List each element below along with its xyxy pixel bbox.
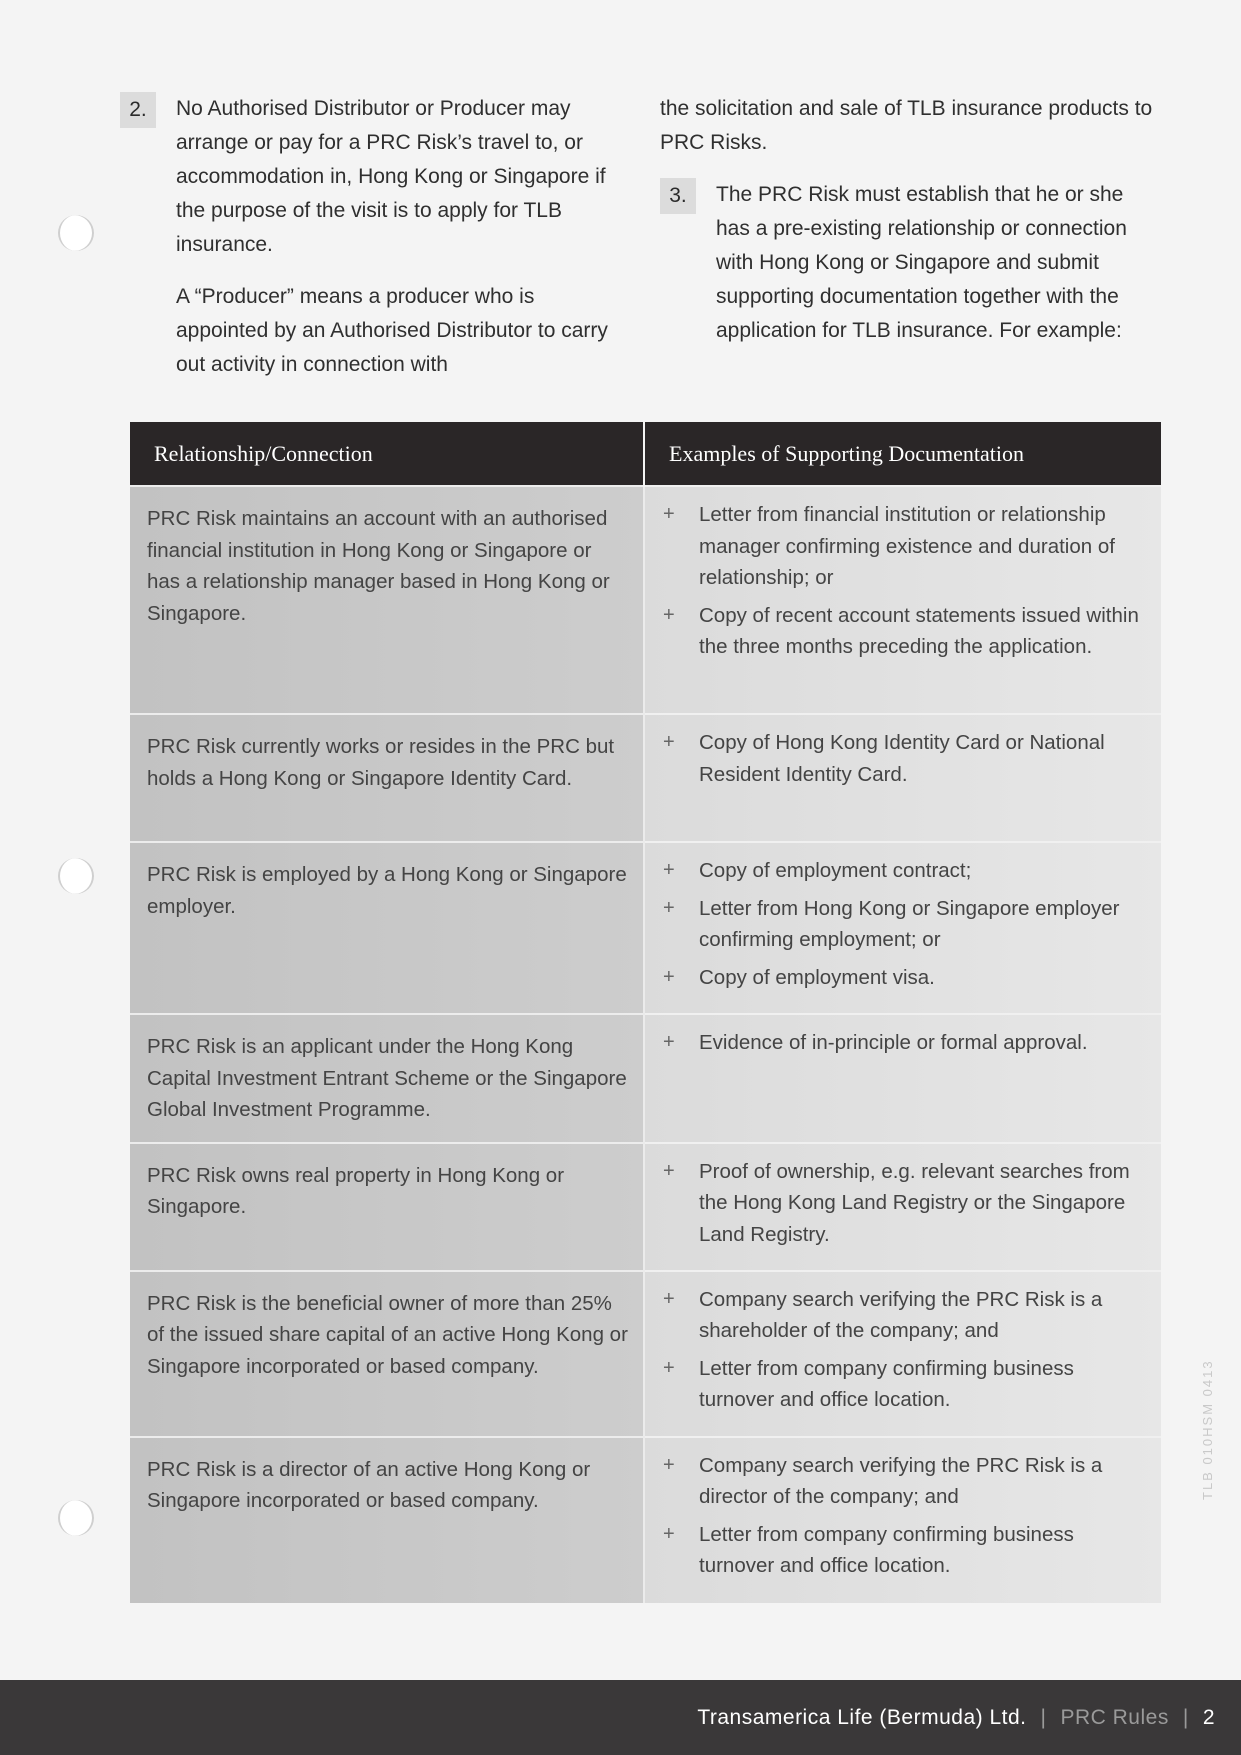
relationship-cell: PRC Risk is the beneficial owner of more than 25% of the issued share capital of an active Hong Kong or Singapore incorporated or based company. (130, 1271, 644, 1437)
example-text: Company search verifying the PRC Risk is a shareholder of the company; and (699, 1287, 1103, 1342)
example-text: Letter from Hong Kong or Singapore employer confirming employment; or (699, 896, 1120, 951)
table-header-row (130, 422, 1161, 486)
example-item (663, 1519, 1147, 1582)
binder-hole (58, 1500, 94, 1536)
plus-bullet-icon: + (663, 1159, 675, 1182)
plus-bullet-icon: + (663, 603, 675, 626)
item-text: The PRC Risk must establish that he or she has a pre-existing relationship or connection with Hong Kong or Singapore and submit supporting documentation together with the application for TLB insurance. For example: (716, 183, 1127, 342)
example-item (663, 855, 1147, 887)
plus-bullet-icon: + (663, 1031, 675, 1053)
item-number: 2. (120, 92, 156, 128)
table-row (130, 842, 1161, 1014)
example-text: Letter from company confirming business turnover and office location. (699, 1356, 1074, 1411)
examples-cell (644, 486, 1161, 714)
producer-definition-continued: the solicitation and sale of TLB insurance products to PRC Risks. (660, 97, 1153, 154)
examples-cell (644, 1437, 1161, 1603)
example-item (663, 962, 1147, 994)
plus-bullet-icon: + (663, 731, 675, 753)
example-item (663, 600, 1147, 663)
plus-bullet-icon: + (663, 503, 675, 525)
page-number: 2 (1202, 1705, 1215, 1729)
example-text: Evidence of in-principle or formal approval. (699, 1031, 1088, 1054)
page-footer (0, 1680, 1241, 1755)
rule-item-3 (660, 178, 1160, 348)
rule-item-2 (120, 92, 620, 262)
relationship-cell: PRC Risk owns real property in Hong Kong or Singapore. (130, 1143, 644, 1271)
example-item (663, 1027, 1147, 1059)
example-item (663, 893, 1147, 956)
table-row (130, 1014, 1161, 1143)
table-row (130, 1143, 1161, 1271)
intro-left-column (120, 92, 620, 382)
examples-cell (644, 1143, 1161, 1271)
column-header: Examples of Supporting Documentation (644, 422, 1161, 486)
documentation-table-container (130, 422, 1161, 1603)
examples-cell (644, 1014, 1161, 1143)
example-item (663, 1353, 1147, 1416)
footer-separator: | (1182, 1705, 1189, 1729)
plus-bullet-icon: + (663, 1453, 675, 1476)
footer-section: PRC Rules (1060, 1705, 1169, 1729)
example-text: Letter from financial institution or relationship manager confirming existence and duration of relationship; or (699, 503, 1115, 589)
plus-bullet-icon: + (663, 965, 675, 988)
plus-bullet-icon: + (663, 1287, 675, 1310)
relationship-cell: PRC Risk is an applicant under the Hong Kong Capital Investment Entrant Scheme or the Singapore Global Investment Programme. (130, 1014, 644, 1143)
item-text: No Authorised Distributor or Producer may arrange or pay for a PRC Risk’s travel to, or accommodation in, Hong Kong or Singapore if the purpose of the visit is to apply for TLB insurance. (176, 97, 606, 256)
examples-cell (644, 842, 1161, 1014)
example-text: Proof of ownership, e.g. relevant searches from the Hong Kong Land Registry or the Singapore Land Registry. (699, 1159, 1130, 1246)
relationship-cell: PRC Risk currently works or resides in the PRC but holds a Hong Kong or Singapore Identity Card. (130, 714, 644, 842)
footer-separator: | (1040, 1705, 1047, 1729)
table-row (130, 486, 1161, 714)
column-header: Relationship/Connection (130, 422, 644, 486)
example-item (663, 499, 1147, 594)
binder-hole (58, 858, 94, 894)
documentation-table (130, 422, 1161, 1603)
examples-cell (644, 1271, 1161, 1437)
relationship-cell: PRC Risk is employed by a Hong Kong or Singapore employer. (130, 842, 644, 1014)
footer-company: Transamerica Life (Bermuda) Ltd. (697, 1705, 1027, 1729)
plus-bullet-icon: + (663, 896, 675, 919)
example-text: Company search verifying the PRC Risk is a director of the company; and (699, 1453, 1103, 1508)
plus-bullet-icon: + (663, 1356, 675, 1379)
table-body (130, 486, 1161, 1603)
relationship-cell: PRC Risk is a director of an active Hong Kong or Singapore incorporated or based company. (130, 1437, 644, 1603)
document-code: TLB 010HSM 0413 (1200, 1359, 1215, 1500)
plus-bullet-icon: + (663, 1522, 675, 1545)
example-item (663, 727, 1147, 790)
example-text: Copy of employment visa. (699, 965, 935, 989)
relationship-cell: PRC Risk maintains an account with an authorised financial institution in Hong Kong or Singapore or has a relationship manager based in Hong Kong or Singapore. (130, 486, 644, 714)
binder-hole (58, 215, 94, 251)
table-row (130, 1271, 1161, 1437)
example-item (663, 1284, 1147, 1347)
table-row (130, 714, 1161, 842)
example-item (663, 1156, 1147, 1251)
example-text: Copy of Hong Kong Identity Card or National Resident Identity Card. (699, 731, 1105, 786)
examples-cell (644, 714, 1161, 842)
item-number: 3. (660, 178, 696, 214)
example-text: Letter from company confirming business turnover and office location. (699, 1522, 1074, 1577)
example-item (663, 1450, 1147, 1513)
example-text: Copy of employment contract; (699, 859, 972, 882)
table-row (130, 1437, 1161, 1603)
example-text: Copy of recent account statements issued within the three months preceding the application. (699, 603, 1139, 658)
producer-definition: A “Producer” means a producer who is appointed by an Authorised Distributor to carry out activity in connection with (176, 285, 608, 376)
plus-bullet-icon: + (663, 859, 675, 881)
intro-right-column (660, 92, 1160, 348)
